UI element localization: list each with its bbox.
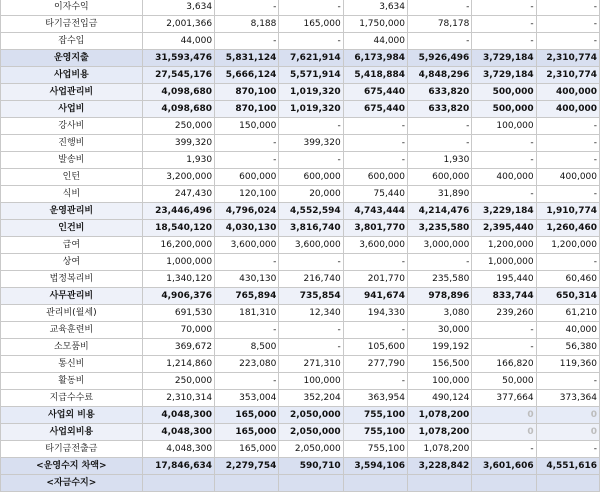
value-cell[interactable]: 4,848,296 [408,67,472,84]
value-cell[interactable]: 1,200,000 [536,237,599,254]
row-label-cell[interactable]: <자금수지> [1,475,143,492]
table-row [1,373,600,390]
value-cell[interactable]: - [343,373,407,390]
value-cell[interactable]: 2,395,440 [472,220,536,237]
value-cell[interactable]: 675,440 [343,84,407,101]
value-cell[interactable]: 3,816,740 [279,220,343,237]
value-cell[interactable]: 3,729,184 [472,50,536,67]
table-row [1,305,600,322]
value-cell[interactable]: 4,796,024 [215,203,279,220]
row-label-cell[interactable]: 식비 [1,186,143,203]
value-cell[interactable]: 12,340 [279,305,343,322]
value-cell[interactable]: 195,440 [472,271,536,288]
value-cell[interactable]: 156,500 [408,356,472,373]
value-cell[interactable]: - [536,16,599,33]
value-cell[interactable]: 735,854 [279,288,343,305]
value-cell[interactable]: 5,666,124 [215,67,279,84]
value-cell[interactable]: - [343,152,407,169]
value-cell[interactable]: 1,200,000 [472,237,536,254]
value-cell[interactable]: 3,000,000 [408,237,472,254]
value-cell[interactable]: 430,130 [215,271,279,288]
value-cell[interactable]: 400,000 [536,84,599,101]
value-cell[interactable]: - [343,135,407,152]
value-cell[interactable]: 3,594,106 [343,458,407,475]
value-cell[interactable]: 6,173,984 [343,50,407,67]
value-cell[interactable]: 250,000 [142,118,214,135]
value-cell[interactable]: - [536,373,599,390]
value-cell[interactable]: 40,000 [536,322,599,339]
value-cell[interactable]: 3,600,000 [343,237,407,254]
value-cell[interactable]: 16,200,000 [142,237,214,254]
value-cell[interactable]: 75,440 [343,186,407,203]
row-label-cell[interactable]: 운영지출 [1,50,143,67]
value-cell[interactable]: - [279,322,343,339]
value-cell[interactable]: 978,896 [408,288,472,305]
value-cell[interactable]: 100,000 [279,373,343,390]
row-label-cell[interactable]: 사업관리비 [1,84,143,101]
value-cell[interactable]: 3,200,000 [142,169,214,186]
budget-table-body [1,0,600,492]
value-cell[interactable]: 4,098,680 [142,84,214,101]
value-cell[interactable]: 2,310,774 [536,50,599,67]
value-cell[interactable]: 0 [536,407,599,424]
value-cell[interactable]: 941,674 [343,288,407,305]
row-label-cell[interactable]: 상여 [1,254,143,271]
value-cell[interactable]: 4,048,300 [142,424,214,441]
value-cell[interactable]: - [279,254,343,271]
value-cell[interactable]: 755,100 [343,441,407,458]
value-cell[interactable]: 50,000 [472,373,536,390]
value-cell[interactable]: 500,000 [472,84,536,101]
value-cell[interactable]: 1,930 [142,152,214,169]
value-cell[interactable]: 633,820 [408,101,472,118]
value-cell[interactable]: 271,310 [279,356,343,373]
value-cell[interactable]: 0 [472,407,536,424]
value-cell[interactable]: 3,634 [142,0,214,16]
value-cell[interactable]: - [536,135,599,152]
value-cell[interactable]: - [536,118,599,135]
value-cell[interactable]: 400,000 [536,101,599,118]
value-cell[interactable]: 150,000 [215,118,279,135]
value-cell[interactable]: 78,178 [408,16,472,33]
value-cell[interactable]: 600,000 [215,169,279,186]
row-label-cell[interactable]: 지급수수료 [1,390,143,407]
value-cell[interactable]: 1,214,860 [142,356,214,373]
value-cell[interactable]: 4,214,476 [408,203,472,220]
value-cell[interactable]: 44,000 [343,33,407,50]
value-cell[interactable]: 31,890 [408,186,472,203]
value-cell[interactable]: 3,228,842 [408,458,472,475]
value-cell[interactable]: - [215,33,279,50]
table-row [1,118,600,135]
value-cell[interactable]: 31,593,476 [142,50,214,67]
table-row [1,441,600,458]
value-cell[interactable]: 373,364 [536,390,599,407]
value-cell[interactable] [536,475,599,492]
value-cell[interactable]: 2,310,314 [142,390,214,407]
value-cell[interactable]: 500,000 [472,101,536,118]
value-cell[interactable]: 70,000 [142,322,214,339]
value-cell[interactable]: 1,910,774 [536,203,599,220]
value-cell[interactable]: - [536,33,599,50]
value-cell[interactable]: - [536,441,599,458]
value-cell[interactable]: 20,000 [279,186,343,203]
value-cell[interactable]: - [343,254,407,271]
row-label-cell[interactable]: 발송비 [1,152,143,169]
value-cell[interactable]: 600,000 [343,169,407,186]
value-cell[interactable]: 4,552,594 [279,203,343,220]
value-cell[interactable]: 4,030,130 [215,220,279,237]
value-cell[interactable]: 105,600 [343,339,407,356]
row-label-cell[interactable]: 운영관리비 [1,203,143,220]
table-row [1,203,600,220]
value-cell[interactable]: - [343,322,407,339]
value-cell[interactable]: - [215,373,279,390]
value-cell[interactable] [408,475,472,492]
value-cell[interactable]: - [279,33,343,50]
value-cell[interactable]: - [472,152,536,169]
value-cell[interactable]: 199,192 [408,339,472,356]
value-cell[interactable]: - [472,441,536,458]
value-cell[interactable]: 755,100 [343,424,407,441]
table-row [1,322,600,339]
value-cell[interactable]: 194,330 [343,305,407,322]
table-row [1,339,600,356]
value-cell[interactable]: 363,954 [343,390,407,407]
table-row [1,101,600,118]
value-cell[interactable]: 1,078,200 [408,441,472,458]
value-cell[interactable]: 1,340,120 [142,271,214,288]
value-cell[interactable]: 3,634 [343,0,407,16]
value-cell[interactable]: 277,790 [343,356,407,373]
value-cell[interactable] [142,475,214,492]
value-cell[interactable]: 1,078,200 [408,424,472,441]
value-cell[interactable]: 60,460 [536,271,599,288]
value-cell[interactable]: 8,500 [215,339,279,356]
value-cell[interactable]: 833,744 [472,288,536,305]
row-label-cell[interactable]: 급여 [1,237,143,254]
value-cell[interactable]: - [408,254,472,271]
value-cell[interactable]: - [408,33,472,50]
value-cell[interactable]: 590,710 [279,458,343,475]
value-cell[interactable] [343,475,407,492]
value-cell[interactable]: 119,360 [536,356,599,373]
table-row [1,186,600,203]
value-cell[interactable]: 4,048,300 [142,441,214,458]
value-cell[interactable]: 353,004 [215,390,279,407]
value-cell[interactable]: - [215,0,279,16]
row-label-cell[interactable]: 타기금전출금 [1,441,143,458]
value-cell[interactable]: 165,000 [279,16,343,33]
value-cell[interactable]: 755,100 [343,407,407,424]
row-label-cell[interactable]: 사업비 [1,101,143,118]
value-cell[interactable]: 17,846,634 [142,458,214,475]
value-cell[interactable]: 0 [472,424,536,441]
value-cell[interactable]: 3,801,770 [343,220,407,237]
value-cell[interactable]: 1,000,000 [472,254,536,271]
value-cell[interactable]: 400,000 [536,169,599,186]
value-cell[interactable]: 2,001,366 [142,16,214,33]
value-cell[interactable]: 165,000 [215,441,279,458]
value-cell[interactable]: 352,204 [279,390,343,407]
value-cell[interactable]: 600,000 [279,169,343,186]
value-cell[interactable]: 235,580 [408,271,472,288]
value-cell[interactable]: 2,310,774 [536,67,599,84]
value-cell[interactable]: 56,380 [536,339,599,356]
table-row [1,50,600,67]
value-cell[interactable]: 3,729,184 [472,67,536,84]
value-cell[interactable]: 1,000,000 [142,254,214,271]
value-cell[interactable]: 5,418,884 [343,67,407,84]
value-cell[interactable]: 3,080 [408,305,472,322]
table-row [1,16,600,33]
value-cell[interactable]: 18,540,120 [142,220,214,237]
value-cell[interactable]: 490,124 [408,390,472,407]
value-cell[interactable]: - [215,135,279,152]
value-cell[interactable]: - [279,152,343,169]
row-label-cell[interactable]: 사무관리비 [1,288,143,305]
table-row [1,0,600,16]
value-cell[interactable]: 633,820 [408,84,472,101]
row-label-cell[interactable]: 법정복리비 [1,271,143,288]
value-cell[interactable]: 1,078,200 [408,407,472,424]
value-cell[interactable]: 600,000 [408,169,472,186]
value-cell[interactable]: 181,310 [215,305,279,322]
value-cell[interactable]: 5,926,496 [408,50,472,67]
value-cell[interactable]: 691,530 [142,305,214,322]
value-cell[interactable]: 870,100 [215,101,279,118]
value-cell[interactable]: - [472,33,536,50]
table-row [1,254,600,271]
value-cell[interactable] [215,475,279,492]
value-cell[interactable]: 120,100 [215,186,279,203]
value-cell[interactable]: 3,600,000 [215,237,279,254]
row-label-cell[interactable]: 활동비 [1,373,143,390]
table-row [1,356,600,373]
row-label-cell[interactable]: 강사비 [1,118,143,135]
value-cell[interactable]: - [472,322,536,339]
value-cell[interactable]: - [472,186,536,203]
value-cell[interactable]: - [536,186,599,203]
row-label-cell[interactable]: 관리비(월세) [1,305,143,322]
table-row [1,152,600,169]
value-cell[interactable]: - [408,135,472,152]
row-label-cell[interactable]: 진행비 [1,135,143,152]
value-cell[interactable]: 3,229,184 [472,203,536,220]
value-cell[interactable]: 30,000 [408,322,472,339]
value-cell[interactable]: 61,210 [536,305,599,322]
value-cell[interactable]: 4,551,616 [536,458,599,475]
value-cell[interactable]: 1,019,320 [279,84,343,101]
value-cell[interactable]: - [472,16,536,33]
value-cell[interactable]: 2,279,754 [215,458,279,475]
value-cell[interactable]: 201,770 [343,271,407,288]
table-row [1,33,600,50]
table-row [1,169,600,186]
value-cell[interactable]: 165,000 [215,407,279,424]
value-cell[interactable]: 4,743,444 [343,203,407,220]
value-cell[interactable]: - [279,118,343,135]
row-label-cell[interactable]: 교육훈련비 [1,322,143,339]
value-cell[interactable]: 1,750,000 [343,16,407,33]
row-label-cell[interactable]: 이자수익 [1,0,143,16]
value-cell[interactable]: 223,080 [215,356,279,373]
value-cell[interactable]: 8,188 [215,16,279,33]
value-cell[interactable]: 5,571,914 [279,67,343,84]
value-cell[interactable]: 870,100 [215,84,279,101]
value-cell[interactable] [472,475,536,492]
value-cell[interactable]: 377,664 [472,390,536,407]
value-cell[interactable]: 2,050,000 [279,407,343,424]
table-row [1,84,600,101]
value-cell[interactable]: 165,000 [215,424,279,441]
table-row [1,407,600,424]
value-cell[interactable]: - [408,118,472,135]
value-cell[interactable]: 675,440 [343,101,407,118]
value-cell[interactable]: 3,601,606 [472,458,536,475]
table-row [1,390,600,407]
table-row [1,237,600,254]
value-cell[interactable]: 100,000 [472,118,536,135]
value-cell[interactable]: - [215,322,279,339]
value-cell[interactable]: - [536,0,599,16]
value-cell[interactable]: 399,320 [142,135,214,152]
value-cell[interactable]: 23,446,496 [142,203,214,220]
row-label-cell[interactable]: 잡수입 [1,33,143,50]
value-cell[interactable]: 400,000 [472,169,536,186]
value-cell[interactable]: 2,050,000 [279,424,343,441]
value-cell[interactable]: - [279,0,343,16]
table-row [1,271,600,288]
value-cell[interactable]: - [472,0,536,16]
value-cell[interactable]: 4,048,300 [142,407,214,424]
table-row [1,135,600,152]
value-cell[interactable]: 27,545,176 [142,67,214,84]
value-cell[interactable]: 247,430 [142,186,214,203]
value-cell[interactable] [279,475,343,492]
table-row [1,67,600,84]
value-cell[interactable]: 3,235,580 [408,220,472,237]
value-cell[interactable]: - [215,254,279,271]
value-cell[interactable]: - [279,339,343,356]
value-cell[interactable]: 100,000 [408,373,472,390]
value-cell[interactable]: 369,672 [142,339,214,356]
value-cell[interactable]: 1,019,320 [279,101,343,118]
table-row [1,220,600,237]
value-cell[interactable]: 1,260,460 [536,220,599,237]
row-label-cell[interactable]: 사업비용 [1,67,143,84]
value-cell[interactable]: 2,050,000 [279,441,343,458]
value-cell[interactable]: 166,820 [472,356,536,373]
value-cell[interactable]: 250,000 [142,373,214,390]
value-cell[interactable]: 216,740 [279,271,343,288]
value-cell[interactable]: - [472,339,536,356]
row-label-cell[interactable]: 인턴 [1,169,143,186]
table-row [1,475,600,492]
row-label-cell[interactable]: 사업외비용 [1,424,143,441]
value-cell[interactable]: 4,098,680 [142,101,214,118]
value-cell[interactable]: - [536,254,599,271]
table-row [1,424,600,441]
value-cell[interactable]: 5,831,124 [215,50,279,67]
table-row [1,288,600,305]
value-cell[interactable]: - [536,152,599,169]
value-cell[interactable]: - [408,0,472,16]
row-label-cell[interactable]: 사업외 비용 [1,407,143,424]
table-row [1,458,600,475]
value-cell[interactable]: 765,894 [215,288,279,305]
value-cell[interactable]: 4,906,376 [142,288,214,305]
value-cell[interactable]: 0 [536,424,599,441]
row-label-cell[interactable]: <운영수지 차액> [1,458,143,475]
value-cell[interactable]: 399,320 [279,135,343,152]
value-cell[interactable]: 650,314 [536,288,599,305]
value-cell[interactable]: 7,621,914 [279,50,343,67]
row-label-cell[interactable]: 인건비 [1,220,143,237]
row-label-cell[interactable]: 소모품비 [1,339,143,356]
value-cell[interactable]: - [343,118,407,135]
value-cell[interactable]: - [472,135,536,152]
value-cell[interactable]: 3,600,000 [279,237,343,254]
value-cell[interactable]: - [215,152,279,169]
value-cell[interactable]: 1,930 [408,152,472,169]
row-label-cell[interactable]: 통신비 [1,356,143,373]
value-cell[interactable]: 44,000 [142,33,214,50]
row-label-cell[interactable]: 타기금전입금 [1,16,143,33]
value-cell[interactable]: 239,260 [472,305,536,322]
